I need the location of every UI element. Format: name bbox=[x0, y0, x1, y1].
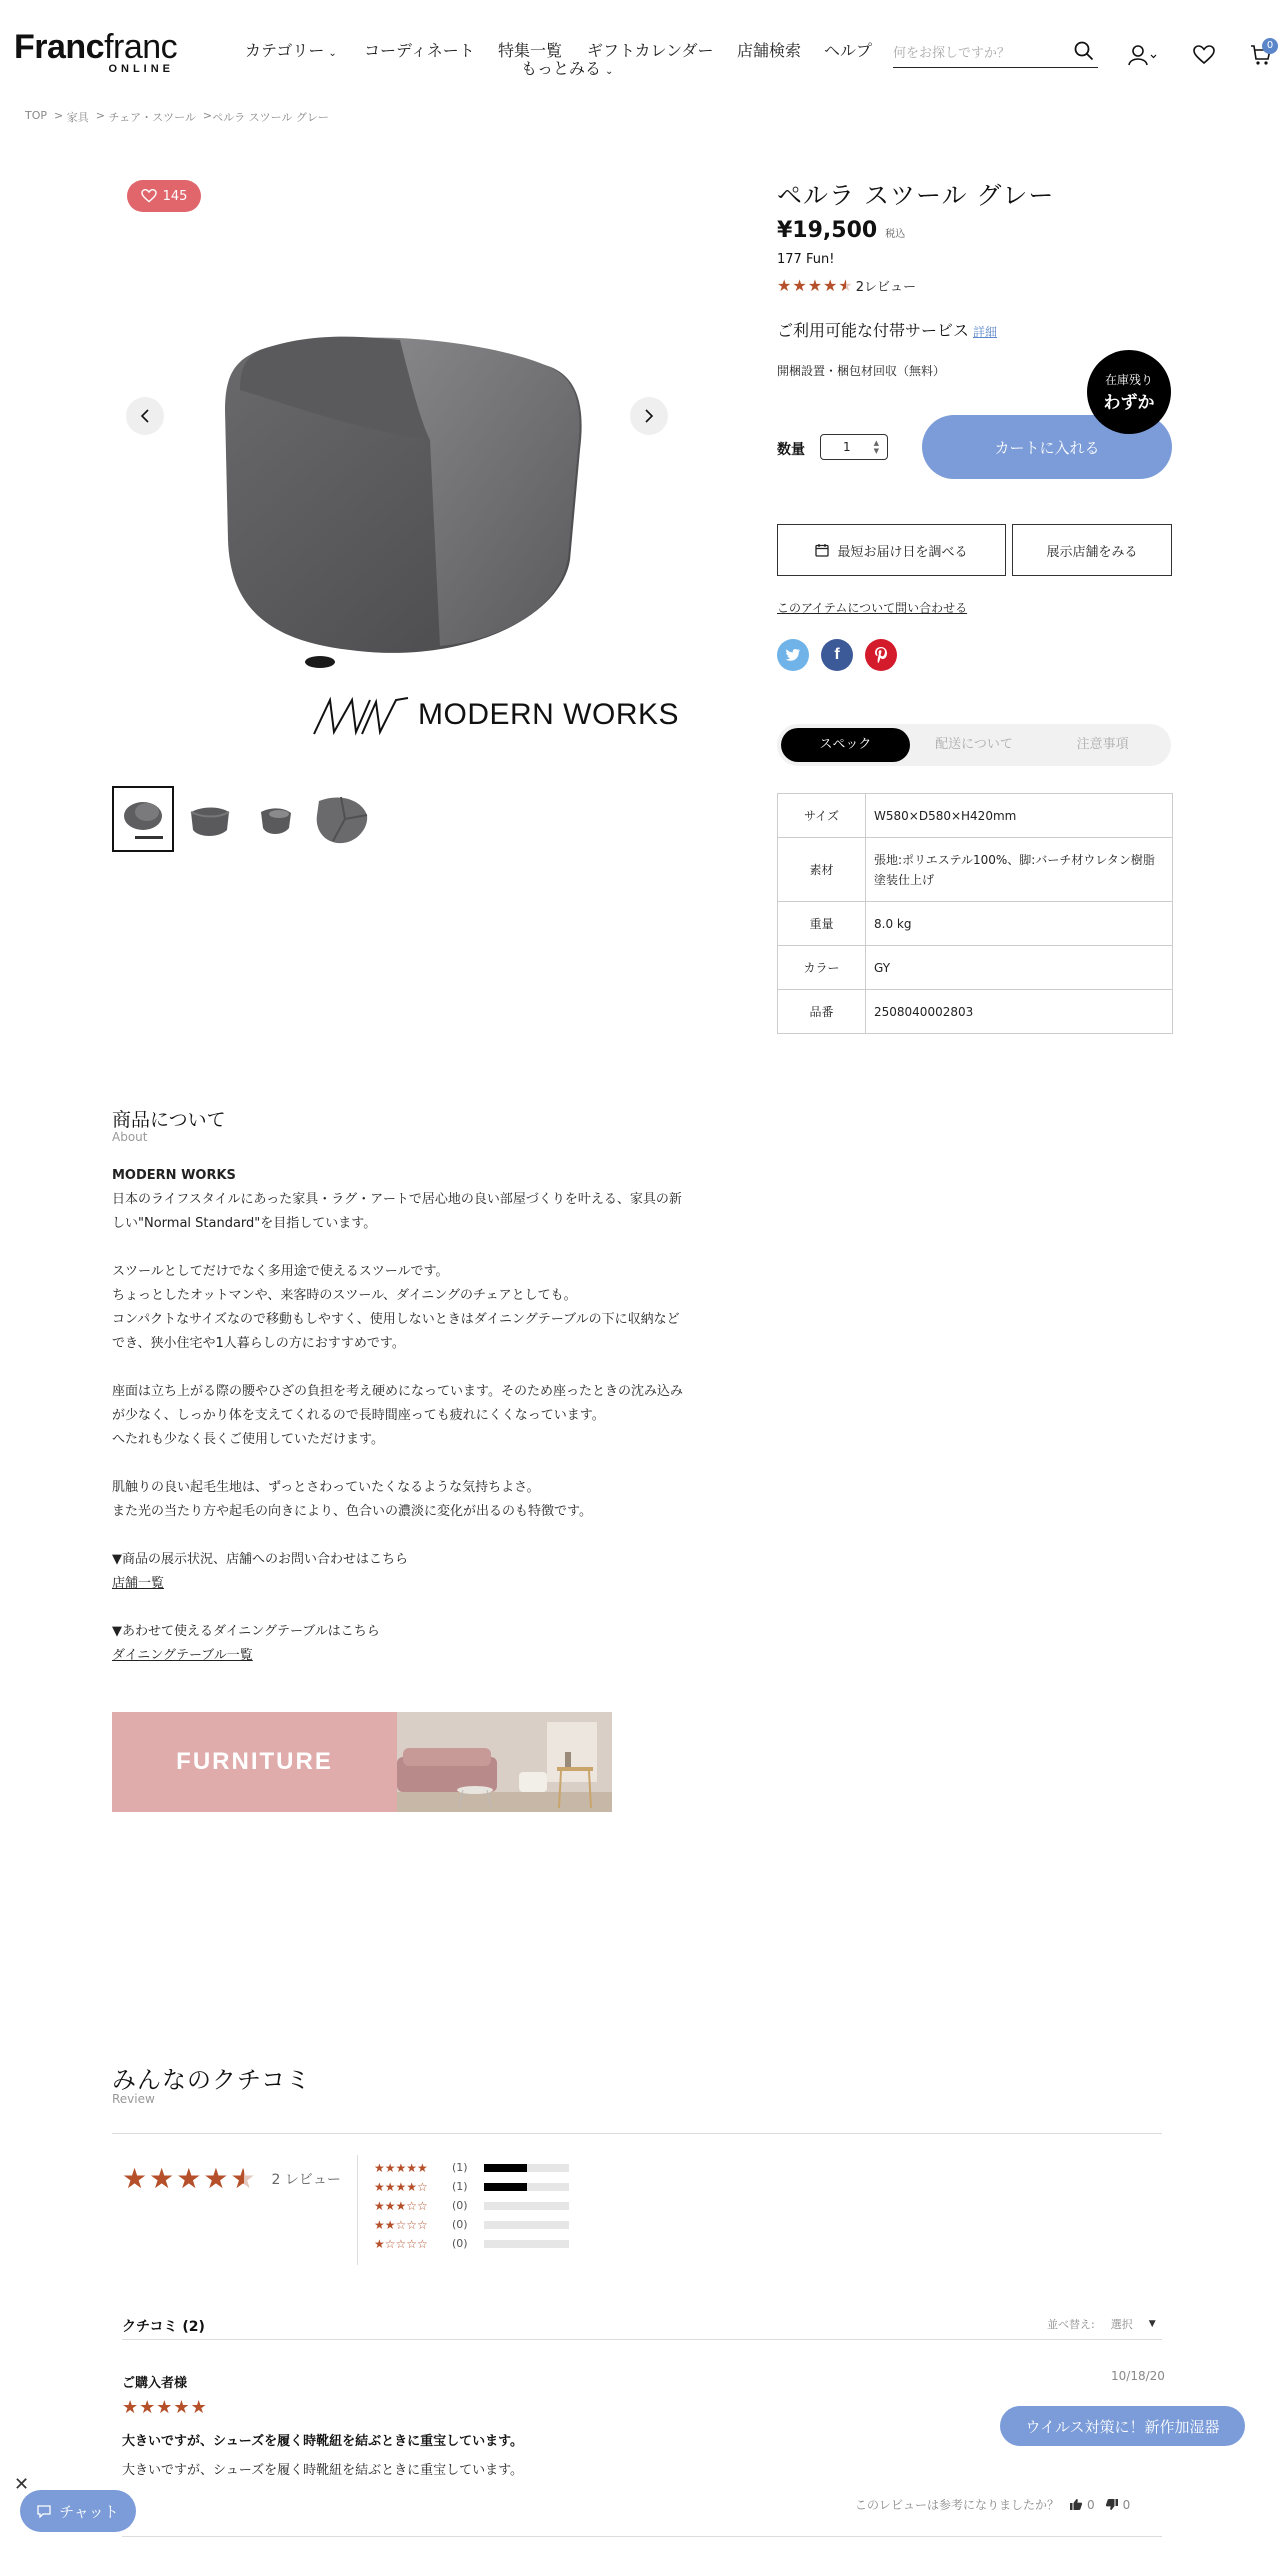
service-title: ご利用可能な付帯サービス bbox=[777, 321, 970, 340]
breadcrumb-item-furniture[interactable]: 家具 bbox=[66, 111, 89, 124]
chevron-right-icon bbox=[644, 409, 654, 423]
histogram-count: (0) bbox=[452, 2237, 468, 2250]
info-tabs bbox=[777, 724, 1171, 766]
banner-photo bbox=[397, 1712, 612, 1812]
review-count: 2 レビュー bbox=[271, 2171, 341, 2188]
about-title: 商品について bbox=[112, 1109, 226, 1131]
divider bbox=[122, 2536, 1162, 2537]
star-icon: ★ bbox=[156, 2397, 174, 2418]
like-count: 145 bbox=[162, 188, 188, 204]
breadcrumb-separator: > bbox=[195, 109, 213, 122]
histogram-stars: ★★★★☆ bbox=[374, 2179, 428, 2194]
furniture-banner[interactable] bbox=[112, 1712, 612, 1812]
histogram-count: (0) bbox=[452, 2199, 468, 2212]
chat-button[interactable] bbox=[20, 2490, 136, 2532]
store-note: ▼商品の展示状況、店舗へのお問い合わせはこちら bbox=[112, 1552, 408, 1567]
review-headline: 大きいですが、シューズを履く時靴紐を結ぶときに重宝しています。 bbox=[122, 2434, 524, 2449]
about-description bbox=[112, 1164, 692, 1668]
chevron-down-icon: ⌄ bbox=[605, 66, 614, 77]
star-icon: ★ bbox=[823, 276, 839, 295]
histogram-row[interactable] bbox=[374, 2196, 569, 2215]
sort-value: 選択 bbox=[1110, 2318, 1133, 2331]
table-row bbox=[778, 990, 1173, 1034]
tab-spec[interactable]: スペック bbox=[781, 728, 910, 762]
quantity-value: 1 bbox=[843, 440, 851, 454]
stock-badge-line2: わずか bbox=[1103, 393, 1155, 413]
thumbnail-strip bbox=[112, 786, 372, 852]
caret-down-icon: ▼ bbox=[1148, 2319, 1156, 2329]
delivery-date-button[interactable] bbox=[777, 524, 1006, 576]
rating-row bbox=[777, 276, 916, 295]
quantity-stepper[interactable] bbox=[820, 434, 888, 460]
tab-shipping[interactable]: 配送について bbox=[935, 737, 1013, 752]
fun-points: 177 Fun! bbox=[777, 252, 835, 267]
dining-table-link[interactable]: ダイニングテーブル一覧 bbox=[112, 1648, 253, 1663]
histogram-row[interactable] bbox=[374, 2158, 569, 2177]
chat-bubble-icon bbox=[37, 2505, 51, 2518]
tab-notes[interactable]: 注意事項 bbox=[1076, 737, 1129, 752]
delivery-date-label: 最短お届け日を調べる bbox=[837, 544, 968, 560]
calendar-icon bbox=[815, 543, 829, 557]
thumbs-down-button[interactable] bbox=[1105, 2498, 1131, 2512]
breadcrumb-separator: > bbox=[88, 109, 109, 122]
thumbs-down-icon bbox=[1105, 2498, 1119, 2511]
qty-label: 数量 bbox=[777, 442, 805, 458]
histogram-stars: ★★☆☆☆ bbox=[374, 2217, 428, 2232]
table-note: ▼あわせて使えるダイニングテーブルはこちら bbox=[112, 1624, 380, 1639]
histogram-stars: ★☆☆☆☆ bbox=[374, 2236, 428, 2251]
review-subtitle: Review bbox=[112, 2092, 155, 2106]
review-stars bbox=[122, 2397, 208, 2418]
histogram-bar bbox=[484, 2183, 569, 2191]
thumbs-up-count: 0 bbox=[1087, 2497, 1095, 2512]
about-paragraph: 肌触りの良い起毛生地は、ずっとさわっていたくなるような気持ちよさ。 また光の当たり方や起毛の向きにより、色合いの濃淡に変化が出るのも特徴です。 bbox=[112, 1480, 592, 1519]
account-icon[interactable] bbox=[1128, 44, 1158, 66]
divider bbox=[122, 2339, 1162, 2340]
review-summary bbox=[122, 2162, 341, 2195]
gallery-next-button[interactable] bbox=[630, 397, 668, 435]
divider bbox=[112, 2133, 1162, 2134]
spec-value: W580×D580×H420mm bbox=[866, 794, 1173, 838]
share-buttons bbox=[777, 639, 897, 671]
review-date: 10/18/20 bbox=[1111, 2369, 1165, 2383]
about-paragraph: 日本のライフスタイルにあった家具・ラグ・アートで居心地の良い部屋づくりを叶える、家具の新しい"Normal Standard"を目指しています。 bbox=[112, 1192, 682, 1231]
thumbs-up-icon bbox=[1069, 2498, 1083, 2511]
sort-label: 並べ替え: bbox=[1047, 2318, 1095, 2331]
product-title: ペルラ スツール グレー bbox=[777, 181, 1055, 210]
promo-floating-button[interactable]: ウイルス対策に！新作加湿器 bbox=[1000, 2406, 1245, 2446]
review-author: ご購入者様 bbox=[122, 2376, 188, 2391]
spec-key: サイズ bbox=[778, 794, 866, 838]
nav-label: カテゴリー bbox=[245, 41, 325, 60]
table-row bbox=[778, 838, 1173, 902]
review-helpful bbox=[855, 2496, 1130, 2513]
review-body: 大きいですが、シューズを履く時靴紐を結ぶときに重宝しています。 bbox=[122, 2463, 524, 2478]
thumbnail[interactable] bbox=[310, 786, 372, 852]
histogram-bar bbox=[484, 2240, 569, 2248]
histogram-bar-fill bbox=[484, 2164, 527, 2172]
spec-key: 品番 bbox=[778, 990, 866, 1034]
spec-value: 張地:ポリエステル100%、脚:バーチ材ウレタン樹脂塗装仕上げ bbox=[866, 838, 1173, 902]
inquiry-link[interactable]: このアイテムについて問い合わせる bbox=[777, 601, 968, 615]
thumbs-up-button[interactable] bbox=[1069, 2498, 1095, 2512]
nav-help[interactable]: ヘルプ bbox=[824, 41, 873, 60]
banner-text: FURNITURE bbox=[176, 1748, 333, 1775]
histogram-row[interactable] bbox=[374, 2177, 569, 2196]
chevron-down-icon: ⌄ bbox=[328, 48, 337, 59]
sort-control[interactable] bbox=[1047, 2316, 1156, 2332]
histogram-bar bbox=[484, 2221, 569, 2229]
add-to-cart-button[interactable]: カートに入れる bbox=[922, 415, 1172, 479]
about-subtitle: About bbox=[112, 1130, 148, 1144]
product-image bbox=[200, 320, 610, 680]
histogram-row[interactable] bbox=[374, 2215, 569, 2234]
site-logo[interactable] bbox=[14, 28, 178, 75]
brand-logo-mw-icon bbox=[312, 696, 412, 736]
star-icon: ★ bbox=[122, 2397, 140, 2418]
nav-more-label: もっとみる bbox=[521, 59, 602, 78]
histogram-bar-fill bbox=[484, 2183, 527, 2191]
star-icon: ★ bbox=[203, 2162, 231, 2195]
stock-low-badge bbox=[1087, 350, 1171, 434]
spec-value: 8.0 kg bbox=[866, 902, 1173, 946]
star-icon: ★ bbox=[149, 2162, 177, 2195]
like-button[interactable] bbox=[127, 180, 201, 212]
about-paragraph: 座面は立ち上がる際の腰やひざの負担を考え硬めになっています。そのため座ったときの沈み込みが少なく、しっかり体を支えてくれるので長時間座っても疲れにくくなっています。 へたれも少なく長くご使用していただけます。 bbox=[112, 1384, 683, 1447]
thumbnail[interactable] bbox=[112, 786, 174, 852]
price-row bbox=[777, 218, 905, 243]
chevron-left-icon bbox=[140, 409, 150, 423]
search-icon[interactable] bbox=[1074, 41, 1094, 61]
banner-label-panel bbox=[112, 1712, 397, 1812]
star-icon: ★ bbox=[838, 276, 854, 295]
gallery-prev-button[interactable] bbox=[126, 397, 164, 435]
tax-label: 税込 bbox=[885, 229, 906, 240]
histogram-count: (1) bbox=[452, 2180, 468, 2193]
star-icon: ★ bbox=[176, 2162, 204, 2195]
thumbnail[interactable] bbox=[178, 786, 240, 852]
logo-text: Francfranc bbox=[14, 28, 178, 66]
star-icon: ★ bbox=[139, 2397, 157, 2418]
average-rating-stars bbox=[122, 2162, 258, 2195]
spec-key: 素材 bbox=[778, 838, 866, 902]
table-row bbox=[778, 902, 1173, 946]
nav-gift-calendar[interactable]: ギフトカレンダー bbox=[587, 41, 714, 60]
nav-features[interactable]: 特集一覧 bbox=[498, 41, 563, 60]
chat-label: チャット bbox=[59, 2502, 119, 2521]
spec-key: カラー bbox=[778, 946, 866, 990]
review-list-title: クチコミ (2) bbox=[122, 2319, 205, 2335]
breadcrumb-item-current: ペルラ スツール グレー bbox=[212, 111, 329, 124]
about-brand: MODERN WORKS bbox=[112, 1168, 236, 1183]
spec-table bbox=[777, 793, 1173, 1034]
chat-close-icon[interactable]: ✕ bbox=[14, 2474, 30, 2495]
star-icon: ★ bbox=[190, 2397, 208, 2418]
helpful-question: このレビューは参考になりましたか？ bbox=[855, 2498, 1060, 2512]
facebook-share-icon[interactable]: f bbox=[821, 639, 853, 671]
star-icon: ★ bbox=[122, 2162, 150, 2195]
star-icon: ★ bbox=[807, 276, 824, 295]
about-paragraph: スツールとしてだけでなく多用途で使えるスツールです。 ちょっとしたオットマンや、来客時のスツール、ダイニングのチェアとしても。 コンパクトなサイズなので移動もしやすく、使用しないときはダイニングテーブルの下に収納などでき、狭小住宅や1人暮らしの方におすすめです。 bbox=[112, 1264, 680, 1351]
histogram-row[interactable] bbox=[374, 2234, 569, 2253]
product-price: ¥19,500 bbox=[777, 218, 878, 243]
table-row bbox=[778, 946, 1173, 990]
service-heading bbox=[777, 318, 997, 341]
favorites-heart-icon[interactable] bbox=[1193, 45, 1215, 65]
histogram-count: (0) bbox=[452, 2218, 468, 2231]
summary-divider bbox=[357, 2155, 358, 2265]
cart-count-badge: 0 bbox=[1262, 38, 1278, 54]
breadcrumb bbox=[25, 109, 329, 125]
nav-more[interactable] bbox=[521, 56, 613, 79]
rating-stars bbox=[777, 276, 854, 295]
thumbs-down-count: 0 bbox=[1122, 2497, 1131, 2512]
stepper-arrows-icon[interactable]: ▲ ▼ bbox=[873, 439, 879, 455]
review-count-link[interactable]: 2レビュー bbox=[855, 280, 916, 295]
spec-value: 2508040002803 bbox=[866, 990, 1173, 1034]
stock-badge-line1: 在庫残り bbox=[1104, 373, 1153, 387]
brand-logo-text: MODERN WORKS bbox=[418, 698, 679, 731]
nav-coordinate[interactable]: コーディネート bbox=[364, 41, 475, 60]
review-title: みんなのクチコミ bbox=[112, 2066, 312, 2094]
heart-icon bbox=[141, 189, 157, 203]
breadcrumb-item-top[interactable]: TOP bbox=[25, 109, 48, 122]
breadcrumb-item-chair-stool[interactable]: チェア・スツール bbox=[108, 111, 196, 124]
service-item: 開梱設置・梱包材回収（無料） bbox=[777, 364, 946, 378]
spec-key: 重量 bbox=[778, 902, 866, 946]
histogram-bar bbox=[484, 2164, 569, 2172]
showroom-store-button[interactable]: 展示店舗をみる bbox=[1012, 524, 1172, 576]
histogram-stars: ★★★☆☆ bbox=[374, 2198, 428, 2213]
store-list-link[interactable]: 店舗一覧 bbox=[112, 1576, 165, 1591]
spec-table-wrapper bbox=[777, 793, 1173, 1034]
rating-histogram bbox=[374, 2158, 569, 2253]
spec-value: GY bbox=[866, 946, 1173, 990]
service-detail-link[interactable]: 詳細 bbox=[973, 325, 998, 339]
histogram-bar bbox=[484, 2202, 569, 2210]
search-input[interactable] bbox=[893, 40, 1098, 68]
logo-subtext: ONLINE bbox=[108, 63, 174, 75]
histogram-count: (1) bbox=[452, 2161, 468, 2174]
histogram-stars: ★★★★★ bbox=[374, 2160, 428, 2175]
twitter-share-icon[interactable] bbox=[777, 639, 809, 671]
thumbnail[interactable] bbox=[244, 786, 306, 852]
breadcrumb-separator: > bbox=[47, 109, 67, 122]
star-icon: ★ bbox=[792, 276, 808, 295]
pinterest-share-icon[interactable] bbox=[865, 639, 897, 671]
table-row bbox=[778, 794, 1173, 838]
star-icon: ★ bbox=[173, 2397, 191, 2418]
star-icon: ★ bbox=[230, 2162, 258, 2195]
nav-categories[interactable] bbox=[245, 38, 337, 61]
nav-store-search[interactable]: 店舗検索 bbox=[737, 41, 802, 60]
star-icon: ★ bbox=[777, 276, 793, 295]
